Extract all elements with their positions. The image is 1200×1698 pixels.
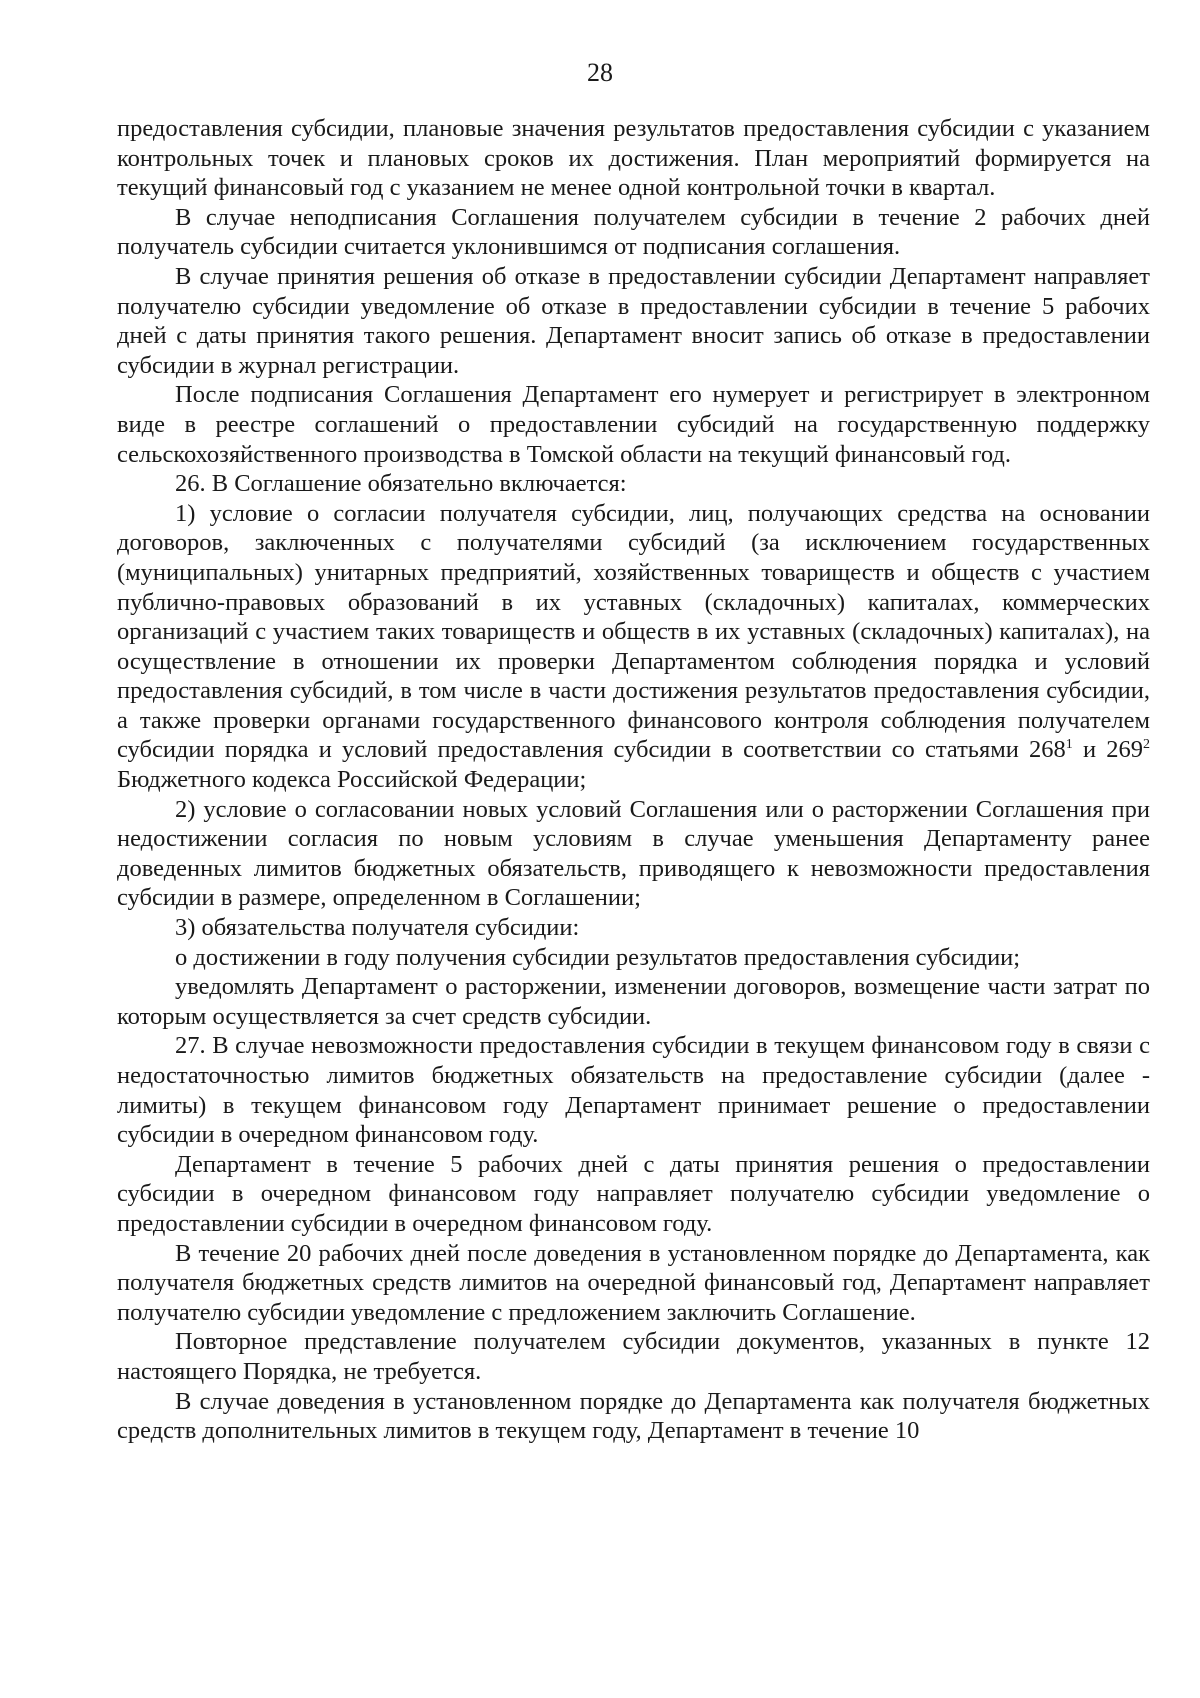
page-number: 28	[587, 58, 613, 87]
paragraph-item-26: 26. В Соглашение обязательно включается:	[175, 470, 627, 498]
paragraph-item-27: 27. В случае невозможности предоставления субсидии в текущем финансовом году в связи с недостаточностью лимитов бюджетных обязательств на предоставление субсидии (далее - лимиты) в текущем финансовом году Департамент принимает решение о предоставлении субсидии в очередном финансовом году.	[117, 1032, 1150, 1149]
article-superscript-1: 1	[1065, 737, 1073, 753]
paragraph-condition-3: 3) обязательства получателя субсидии:	[175, 914, 580, 942]
paragraph-additional-limits: В случае доведения в установленном порядке до Департамента как получателя бюджетных средств дополнительных лимитов в текущем году, Департамент в течение 10	[117, 1387, 1150, 1445]
paragraph-refusal-notice: В случае принятия решения об отказе в предоставлении субсидии Департамент направляет получателю субсидии уведомление об отказе в предоставлении субсидии в течение 5 рабочих дней с даты принятия такого решения. Департамент вносит запись об отказе в предоставлении субсидии в журнал регистрации.	[117, 262, 1150, 379]
paragraph-registration: После подписания Соглашения Департамент его нумерует и регистрирует в электронном виде в реестре соглашений о предоставлении субсидий на государственную поддержку сельскохозяйственного производства в Томской области на текущий финансовый год.	[117, 381, 1150, 468]
paragraph-next-year-notice: Департамент в течение 5 рабочих дней с даты принятия решения о предоставлении субсидии в очередном финансовом году направляет получателю субсидии уведомление о предоставлении субсидии в очередном финансовом году.	[117, 1150, 1150, 1237]
paragraph-condition-2: 2) условие о согласовании новых условий Соглашения или о расторжении Соглашения при недостижении согласия по новым условиям в случае уменьшения Департаменту ранее доведенных лимитов бюджетных обязательств, приводящего к невозможности предоставления субсидии в размере, определенном в Соглашении;	[117, 795, 1150, 912]
paragraph-obligation-notify: уведомлять Департамент о расторжении, изменении договоров, возмещение части затрат по которым осуществляется за счет средств субсидии.	[117, 973, 1150, 1030]
paragraph-resubmission: Повторное представление получателем субсидии документов, указанных в пункте 12 настоящего Порядка, не требуется.	[117, 1328, 1150, 1385]
paragraph-continuation: предоставления субсидии, плановые значения результатов предоставления субсидии с указанием контрольных точек и плановых сроков их достижения. План мероприятий формируется на текущий финансовый год с указанием не менее одной контрольной точки в квартал.	[117, 115, 1150, 202]
paragraph-obligation-results: о достижении в году получения субсидии результатов предоставления субсидии;	[175, 943, 1021, 971]
condition-1-text-end: Бюджетного кодекса Российской Федерации;	[117, 766, 587, 794]
paragraph-condition-1	[117, 499, 1150, 795]
document-body	[117, 114, 1150, 1446]
paragraph-20-days: В течение 20 рабочих дней после доведения в установленном порядке до Департамента, как получателя бюджетных средств лимитов на очередной финансовый год, Департамент направляет получателю субсидии уведомление с предложением заключить Соглашение.	[117, 1239, 1150, 1326]
paragraph-unsigned-agreement: В случае неподписания Соглашения получателем субсидии в течение 2 рабочих дней получатель субсидии считается уклонившимся от подписания соглашения.	[117, 203, 1150, 261]
condition-1-text: 1) условие о согласии получателя субсидии, лиц, получающих средства на основании договоров, заключенных с получателями субсидий (за исключением государственных (муниципальных) унитарных предприятий, хозяйственных товариществ и обществ с участием публично-правовых образований в их уставных (складочных) капиталах, коммерческих организаций с участием таких товариществ и обществ в их уставных (складочных) капиталах), на осуществление в отношении их проверки Департаментом соблюдения порядка и условий предоставления субсидий, в том числе в части достижения результатов предоставления субсидии, а также проверки органами государственного финансового контроля соблюдения получателем субсидии порядка и условий предоставления субсидии в соответствии со статьями 268	[117, 499, 1150, 764]
condition-1-text-mid: и 269	[1072, 736, 1143, 764]
article-superscript-2: 2	[1142, 737, 1150, 753]
